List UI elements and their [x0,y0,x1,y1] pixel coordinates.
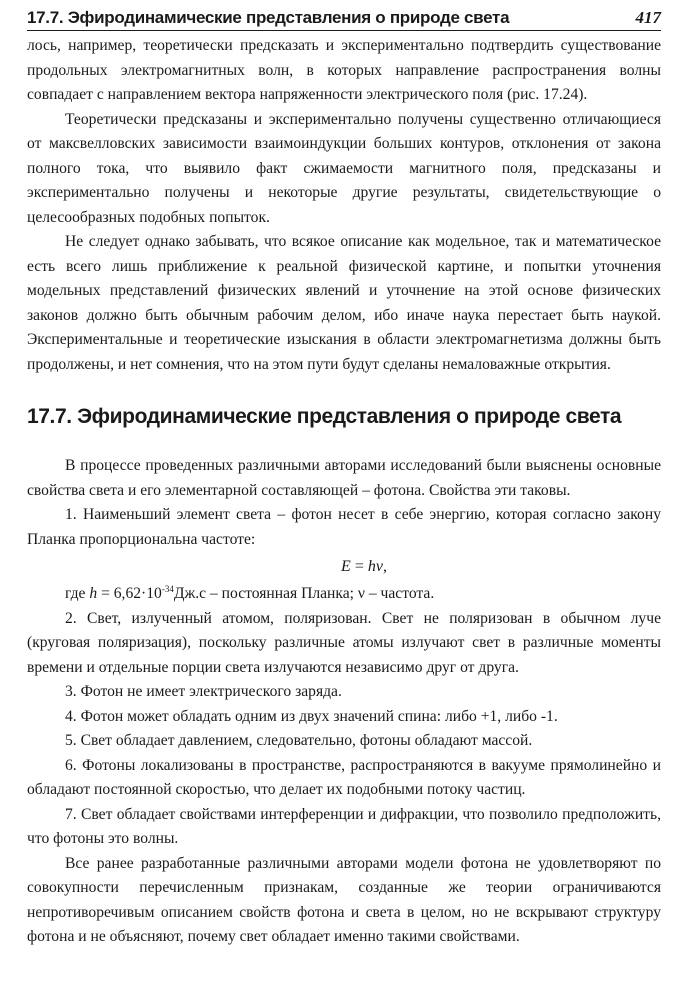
list-item: 5. Свет обладает давлением, следовательно, фотоны обладают массой. [65,732,533,749]
list-item: 2. Свет, излученный атомом, поляризован. Свет не поляризован в обычном луче (круговая поляризация), поскольку различные атомы излучают свет в различные моменты времени и отдельные порции света излучаются независимо друг от друга. [27,609,661,676]
planck-formula [27,552,661,582]
paragraph: Не следует однако забывать, что всякое описание как модельное, так и математическое есть всего лишь приближение к реальной физической картине, и попытки уточнения модельных представлений физических явлений и уточнение на этой основе физических законов должно быть обычным рабочим делом, ибо иначе наука перестает быть наукой. Экспериментальные и теоретические изыскания в области электромагнетизма должны быть продолжены, и нет сомнения, что на этом пути будут сделаны немаловажные открытия. [27,233,661,373]
list-item: 3. Фотон не имеет электрического заряда. [65,683,342,700]
planck-exponent: -34 [161,583,174,594]
closing-paragraph: Все ранее разработанные различными авторами модели фотона не удовлетворяют по совокупности перечисленным признакам, созданные же теории ограничиваются непротиворечивым описанием свойств фотона и света в целом, но не вскрывают структуру фотона и не объясняют, почему свет обладает именно такими свойствами. [27,854,661,945]
planck-symbol: h [89,585,98,602]
where-prefix: где [65,585,90,602]
list-item: 4. Фотон может обладать одним из двух значений спина: либо +1, либо -1. [65,707,558,725]
section-body [27,454,661,950]
continuation-paragraph: лось, например, теоретически предсказать и экспериментально подтвердить существование продольных электромагнитных волн, в которых направление распространения волны совпадает с направлением вектора напряженности электрического поля (рис. 17.24). [27,37,661,103]
formula-explanation [27,582,661,607]
formula-tail: , [382,558,387,575]
planck-value: = 6,62·10 [97,585,162,602]
planck-rest: Дж.с – постоянная Планка; ν – частота. [173,585,435,602]
formula-rhs: hν [367,558,383,575]
list-item: 1. Наименьший элемент света – фотон несет в себе энергию, которая согласно закону Планка пропорциональна частоте: [27,506,661,548]
paragraph: Теоретически предсказаны и экспериментально получены существенно отличающиеся от максвелловских зависимости взаимоиндукции больших контуров, отклонения от закона полного тока, что выявило факт сжимаемости магнитного поля, предсказаны и экспериментально получены и некоторые другие результаты, свидетельствующие о целесообразных подобных попыток. [27,110,661,226]
running-header [27,8,661,31]
section-heading: 17.7. Эфиродинамические представления о природе света [27,405,622,428]
running-header-title: 17.7. Эфиродинамические представления о природе света [27,8,510,27]
list-item: 7. Свет обладает свойствами интерференции и дифракции, что позволило предположить, что фотоны это волны. [27,805,661,847]
book-page [27,8,661,950]
formula-eq: = [350,558,368,575]
page-number: 417 [635,8,661,27]
formula-lhs: E [341,558,351,575]
list-item: 6. Фотоны локализованы в пространстве, распространяются в вакууме прямолинейно и обладают постоянной скоростью, что делает их подобными потоку частиц. [27,756,661,798]
intro-paragraph: В процессе проведенных различными авторами исследований были выяснены основные свойства света и его элементарной составляющей – фотона. Свойства эти таковы. [27,457,661,499]
